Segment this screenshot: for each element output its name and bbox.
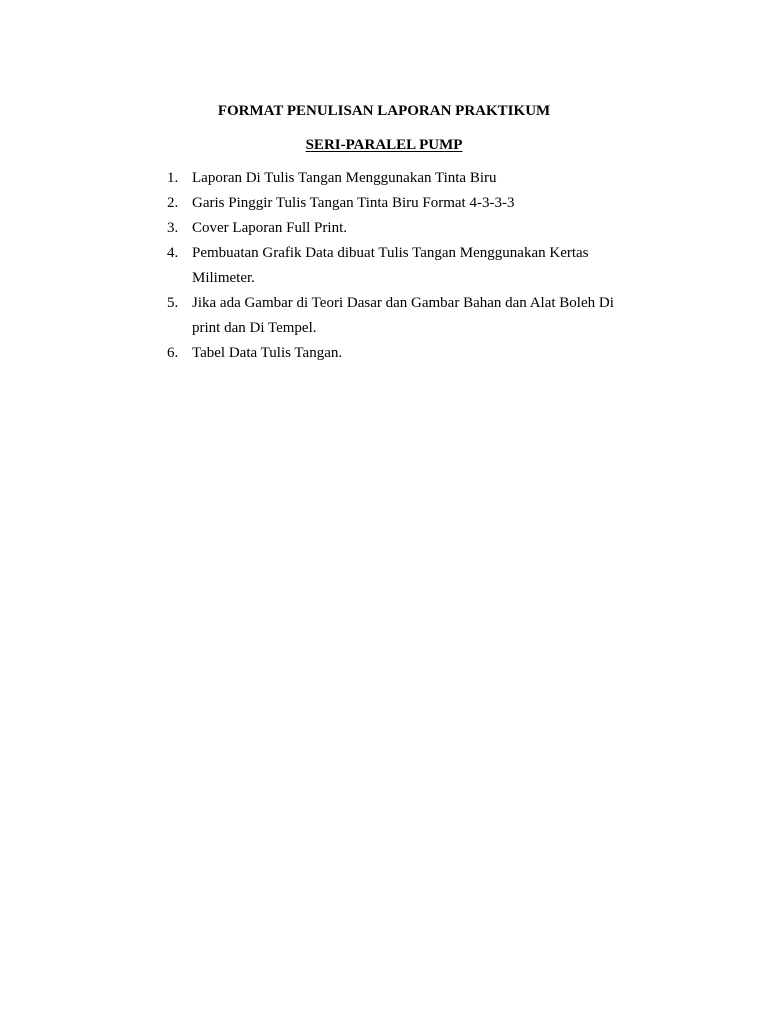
- list-item-text: Jika ada Gambar di Teori Dasar dan Gambar Bahan dan Alat Boleh Di print dan Di Tempel.: [192, 295, 614, 336]
- list-item: [167, 166, 637, 191]
- list-item-text: Pembuatan Grafik Data dibuat Tulis Tangan Menggunakan Kertas Milimeter.: [192, 245, 589, 286]
- list-item-number: 1.: [167, 170, 179, 186]
- document-subtitle: SERI-PARALEL PUMP: [305, 137, 463, 153]
- list-item-number: 6.: [167, 345, 179, 361]
- list-item-text: Garis Pinggir Tulis Tangan Tinta Biru Format 4-3-3-3: [192, 195, 515, 211]
- list-item: [167, 241, 637, 291]
- requirements-list: [167, 166, 637, 366]
- list-item: [167, 341, 637, 366]
- list-item-number: 4.: [167, 245, 179, 261]
- list-item: [167, 216, 637, 241]
- document-title: FORMAT PENULISAN LAPORAN PRAKTIKUM: [217, 103, 551, 119]
- document-subtitle-wrapper: [0, 135, 768, 155]
- list-item-text: Cover Laporan Full Print.: [192, 220, 347, 236]
- list-item-text: Tabel Data Tulis Tangan.: [192, 345, 343, 361]
- list-item: [167, 191, 637, 216]
- list-item: [167, 291, 637, 341]
- list-item-number: 3.: [167, 220, 179, 236]
- list-item-number: 2.: [167, 195, 179, 211]
- list-item-text: Laporan Di Tulis Tangan Menggunakan Tinta Biru: [192, 170, 497, 186]
- list-item-number: 5.: [167, 295, 179, 311]
